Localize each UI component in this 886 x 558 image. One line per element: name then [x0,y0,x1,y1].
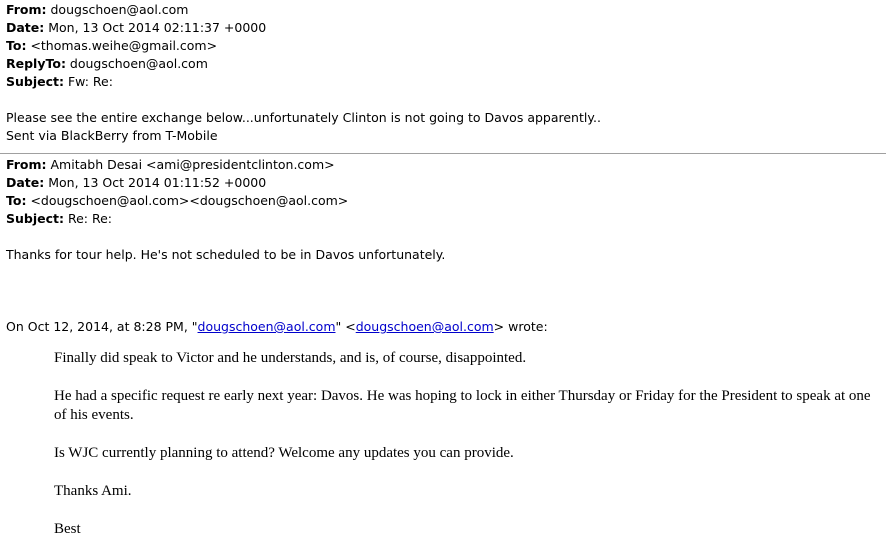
to-value: <thomas.weihe@gmail.com> [30,38,218,53]
header2-subject [6,210,884,228]
date-value: Mon, 13 Oct 2014 02:11:37 +0000 [48,20,267,35]
replyto-value: dougschoen@aol.com [69,56,208,71]
quoted-paragraph: Thanks Ami. [54,483,132,499]
subject-label: Subject: [6,74,64,89]
to-value: <dougschoen@aol.com><dougschoen@aol.com> [30,193,349,208]
from-value: dougschoen@aol.com [50,2,189,17]
from-value: Amitabh Desai <ami@presidentclinton.com> [50,157,335,172]
to-label: To: [6,193,27,208]
header-subject [6,73,884,91]
email-document [6,1,884,558]
subject-value: Fw: Re: [67,74,113,89]
header-to [6,37,884,55]
email-link[interactable]: dougschoen@aol.com [355,319,494,334]
quoted-paragraph: Is WJC currently planning to attend? Welcome any updates you can provide. [54,445,514,461]
date-label: Date: [6,175,45,190]
date-label: Date: [6,20,45,35]
quoted-paragraph: Best [54,521,81,537]
to-label: To: [6,38,27,53]
quote-intro-prefix: On Oct 12, 2014, at 8:28 PM, " [6,319,198,334]
email-link[interactable]: dougschoen@aol.com [197,319,336,334]
quoted-message [54,349,874,539]
subject-label: Subject: [6,211,64,226]
from-label: From: [6,157,47,172]
header-replyto [6,55,884,73]
quote-intro [6,318,884,336]
quote-intro-mid: " < [335,319,356,334]
header2-to [6,192,884,210]
from-label: From: [6,2,47,17]
quoted-paragraph: He had a specific request re early next year: Davos. He was hoping to lock in either Thursday or Friday for the President to speak at one of his events. [54,388,871,423]
message-body-1 [6,109,884,145]
quote-intro-suffix: > wrote: [493,319,548,334]
body1-line1: Please see the entire exchange below...unfortunately Clinton is not going to Davos apparently.. [6,110,601,125]
header2-date [6,174,884,192]
message-header-1 [6,1,884,91]
date-value: Mon, 13 Oct 2014 01:11:52 +0000 [48,175,267,190]
header2-from [6,156,884,174]
message-separator [0,153,886,154]
replyto-label: ReplyTo: [6,56,66,71]
header-from [6,1,884,19]
subject-value: Re: Re: [67,211,113,226]
quoted-paragraph: Finally did speak to Victor and he understands, and is, of course, disappointed. [54,350,527,366]
body1-signature: Sent via BlackBerry from T-Mobile [6,128,218,143]
header-date [6,19,884,37]
body2-line1: Thanks for tour help. He's not scheduled to be in Davos unfortunately. [6,247,446,262]
message-header-2 [6,156,884,228]
